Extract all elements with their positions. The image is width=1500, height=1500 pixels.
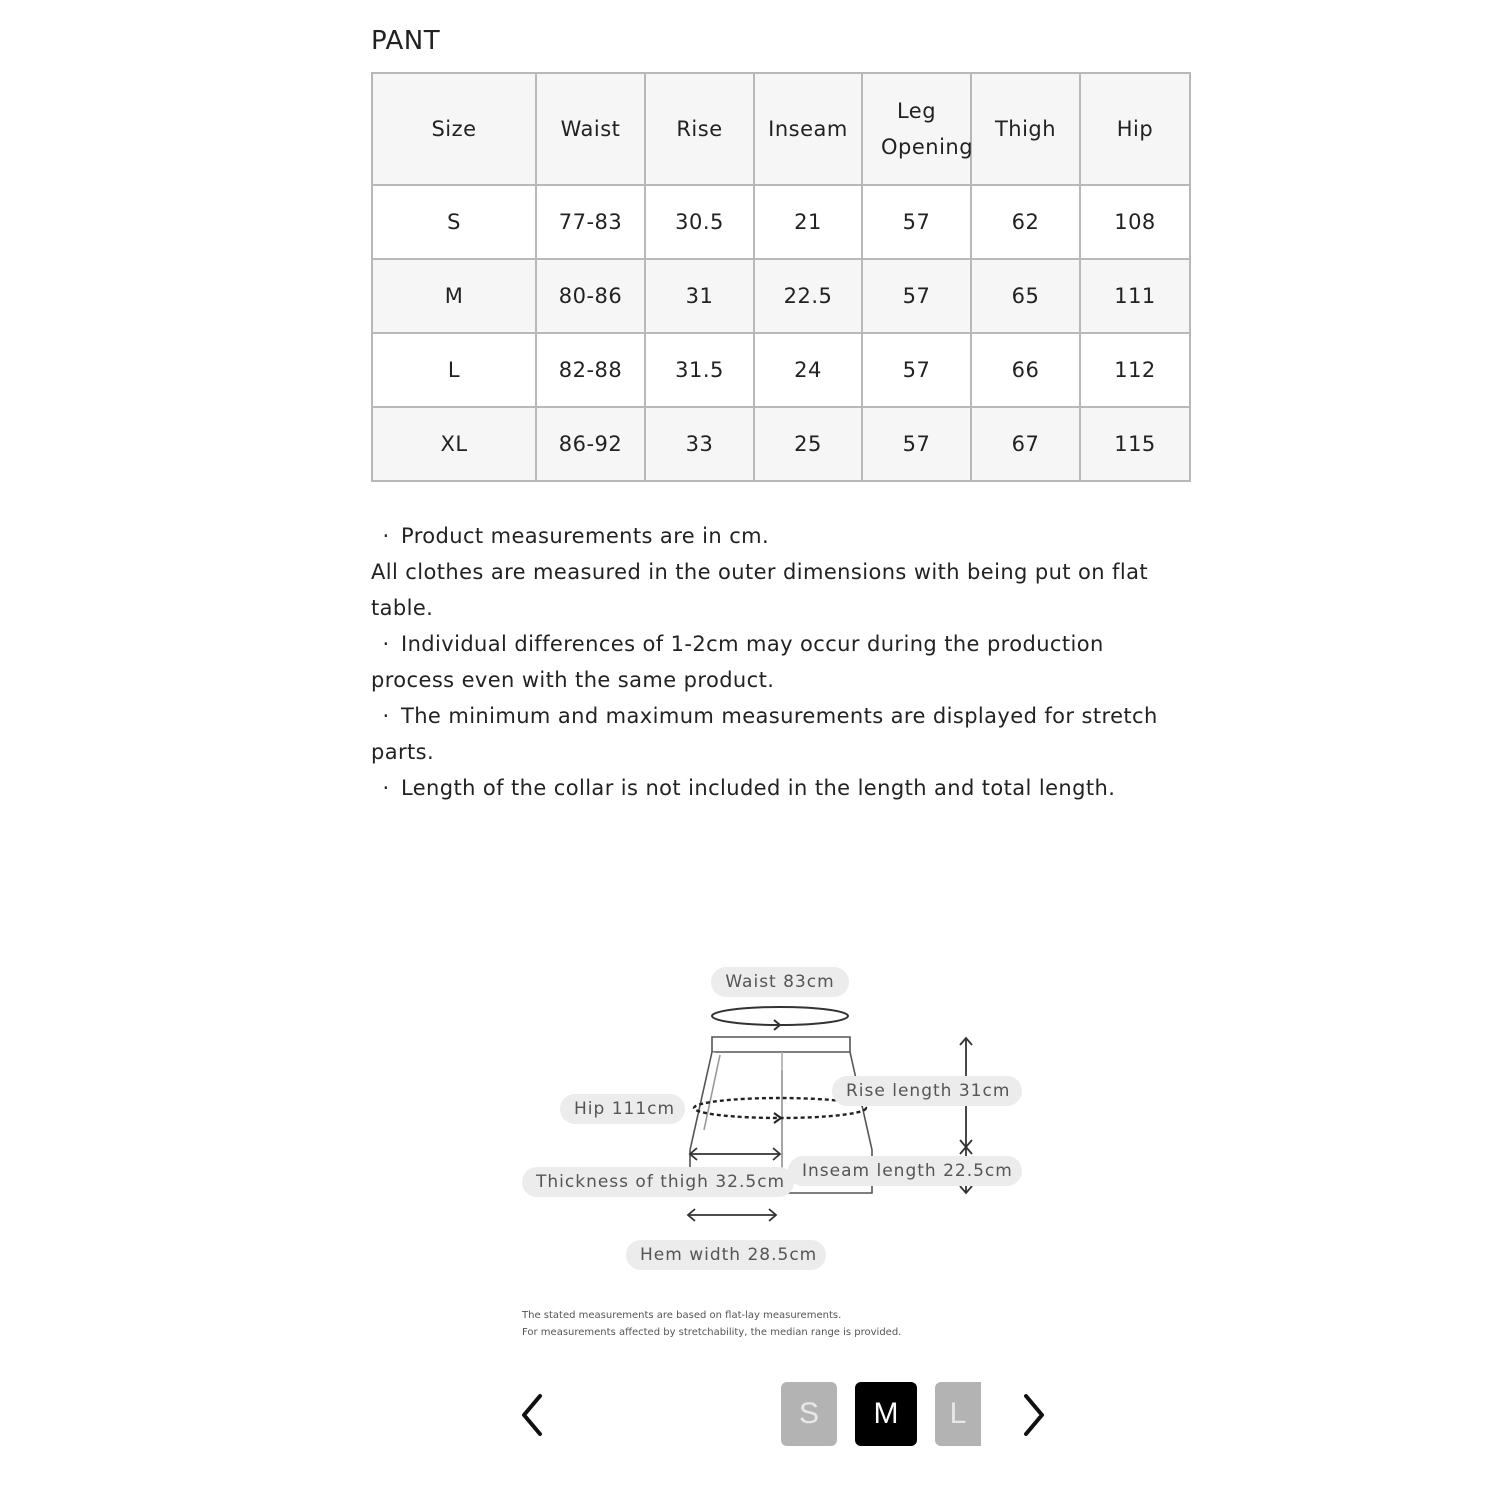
table-cell: L bbox=[372, 333, 536, 407]
note-item: · The minimum and maximum measurements are displayed for stretch parts. bbox=[371, 698, 1171, 770]
pants-outline-icon bbox=[712, 1037, 850, 1052]
page-title: PANT bbox=[371, 26, 441, 56]
bullet-dot-icon: · bbox=[382, 632, 390, 656]
table-cell: 66 bbox=[971, 333, 1080, 407]
table-cell: 22.5 bbox=[754, 259, 862, 333]
header-leg-opening: Leg Opening bbox=[862, 73, 971, 185]
note-item: · Product measurements are in cm. bbox=[371, 518, 1171, 554]
table-cell: 31 bbox=[645, 259, 754, 333]
size-button-l[interactable]: L bbox=[935, 1382, 981, 1446]
thigh-label: Thickness of thigh 32.5cm bbox=[522, 1167, 794, 1197]
table-cell: 24 bbox=[754, 333, 862, 407]
header-thigh: Thigh bbox=[971, 73, 1080, 185]
chevron-left-icon bbox=[512, 1390, 552, 1440]
table-cell: 67 bbox=[971, 407, 1080, 481]
table-cell: 62 bbox=[971, 185, 1080, 259]
table-cell: 57 bbox=[862, 259, 971, 333]
hem-label: Hem width 28.5cm bbox=[626, 1240, 826, 1270]
chevron-right-icon bbox=[1014, 1390, 1054, 1440]
waist-label: Waist 83cm bbox=[711, 967, 849, 997]
header-size: Size bbox=[372, 73, 536, 185]
table-cell: 57 bbox=[862, 333, 971, 407]
table-cell: 65 bbox=[971, 259, 1080, 333]
table-cell: 80-86 bbox=[536, 259, 645, 333]
table-cell: 77-83 bbox=[536, 185, 645, 259]
bullet-dot-icon: · bbox=[382, 776, 390, 800]
footnote-line: The stated measurements are based on flat-lay measurements. bbox=[522, 1310, 842, 1321]
prev-size-button[interactable] bbox=[512, 1390, 552, 1440]
header-rise: Rise bbox=[645, 73, 754, 185]
table-cell: 57 bbox=[862, 407, 971, 481]
table-cell: 57 bbox=[862, 185, 971, 259]
table-cell: 111 bbox=[1080, 259, 1190, 333]
inseam-label: Inseam length 22.5cm bbox=[788, 1156, 1022, 1186]
rise-label: Rise length 31cm bbox=[832, 1076, 1022, 1106]
hip-label: Hip 111cm bbox=[560, 1094, 685, 1124]
table-cell: 112 bbox=[1080, 333, 1190, 407]
header-inseam: Inseam bbox=[754, 73, 862, 185]
footnote-line: For measurements affected by stretchability, the median range is provided. bbox=[522, 1327, 902, 1338]
table-cell: 21 bbox=[754, 185, 862, 259]
header-waist: Waist bbox=[536, 73, 645, 185]
size-button-s[interactable]: S bbox=[781, 1382, 837, 1446]
table-cell: XL bbox=[372, 407, 536, 481]
table-cell: M bbox=[372, 259, 536, 333]
size-button-m[interactable]: M bbox=[855, 1382, 917, 1446]
table-cell: 25 bbox=[754, 407, 862, 481]
table-cell: 30.5 bbox=[645, 185, 754, 259]
table-cell: S bbox=[372, 185, 536, 259]
bullet-dot-icon: · bbox=[382, 524, 390, 548]
table-cell: 82-88 bbox=[536, 333, 645, 407]
table-cell: 108 bbox=[1080, 185, 1190, 259]
next-size-button[interactable] bbox=[1014, 1390, 1054, 1440]
note-item: · Length of the collar is not included in the length and total length. bbox=[371, 770, 1171, 806]
table-cell: 31.5 bbox=[645, 333, 754, 407]
table-cell: 115 bbox=[1080, 407, 1190, 481]
header-hip: Hip bbox=[1080, 73, 1190, 185]
bullet-dot-icon: · bbox=[382, 704, 390, 728]
table-cell: 86-92 bbox=[536, 407, 645, 481]
note-item: · Individual differences of 1-2cm may occur during the production process even with the same product. bbox=[371, 626, 1171, 698]
table-cell: 33 bbox=[645, 407, 754, 481]
note-item: All clothes are measured in the outer dimensions with being put on flat table. bbox=[371, 560, 1148, 620]
